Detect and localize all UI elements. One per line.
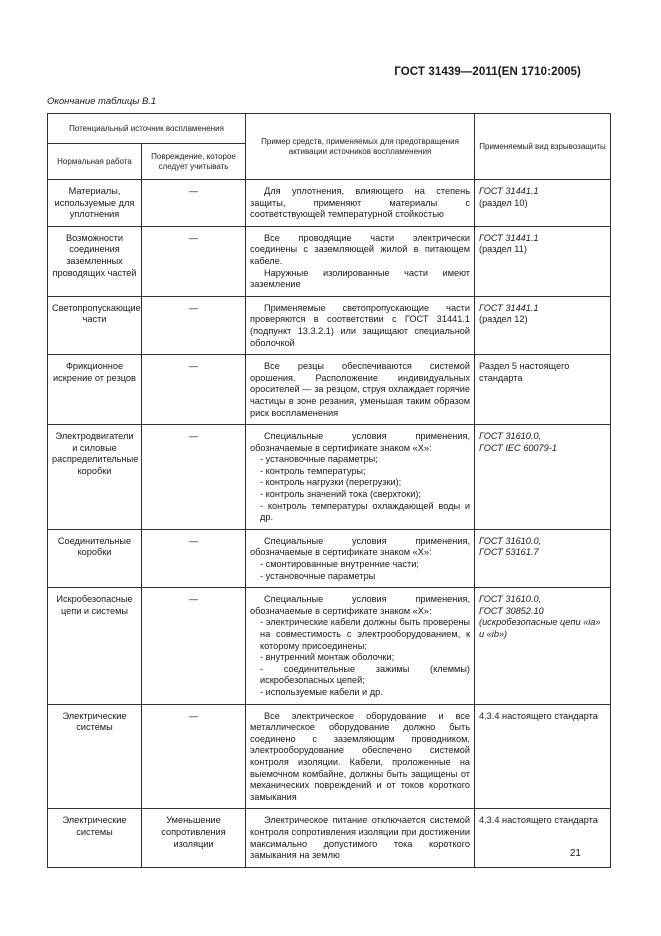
- cell-normal-operation: Электродвигатели и силовые распределительные коробки: [48, 425, 142, 530]
- cell-protection: [475, 180, 611, 227]
- cell-measures: [246, 704, 475, 809]
- measure-paragraph: Применяемые светопропускающие части проверяются в соответствии с ГОСТ 31441.1 (подпункт 13.3.2.1) или защищают специальной оболочкой: [250, 302, 471, 348]
- header-failure: Повреждение, которое следует учитывать: [142, 144, 246, 180]
- cell-measures: [246, 226, 475, 296]
- table-caption: Окончание таблицы В.1: [47, 96, 157, 107]
- cell-measures: [246, 588, 475, 704]
- protection-line: Раздел 5 настоящего стандарта: [479, 361, 570, 383]
- page-number: 21: [569, 848, 581, 859]
- protection-line: (раздел 11): [479, 244, 527, 255]
- cell-failure: —: [142, 226, 246, 296]
- cell-normal-operation: Электрические системы: [48, 704, 142, 809]
- protection-line: ГОСТ 31610.0,: [479, 594, 542, 605]
- measure-list-item: - электрические кабели должны быть проверены на совместимость с электрооборудованием, к которому присоединены;: [250, 617, 470, 652]
- cell-measures: [246, 809, 475, 867]
- measure-list-item: - контроль температуры;: [250, 466, 470, 478]
- cell-normal-operation: Светопропускающие части: [48, 296, 142, 354]
- measure-list-item: - внутренний монтаж оболочки;: [250, 652, 470, 664]
- cell-protection: [475, 704, 611, 809]
- cell-measures: [246, 425, 475, 530]
- cell-normal-operation: Фрикционное искрение от резцов: [48, 355, 142, 425]
- measure-paragraph: Специальные условия применения, обозначаемые в сертификате знаком «Х»:: [250, 431, 471, 453]
- cell-protection: [475, 296, 611, 354]
- cell-protection: [475, 355, 611, 425]
- protection-line: 4.3.4 настоящего стандарта: [479, 710, 598, 721]
- cell-protection: [475, 588, 611, 704]
- cell-failure: —: [142, 296, 246, 354]
- measure-paragraph: Для уплотнения, влияющего на степень защиты, применяют материалы с соответствующей температурной стойкостью: [250, 186, 471, 220]
- protection-line: ГОСТ 31441.1: [479, 302, 539, 313]
- protection-line: ГОСТ 31610.0,: [479, 431, 542, 442]
- header-measures: Пример средств, применяемых для предотвращения активации источников воспламенения: [246, 114, 475, 180]
- cell-protection: [475, 809, 611, 867]
- cell-failure: —: [142, 180, 246, 227]
- cell-normal-operation: Материалы, используемые для уплотнения: [48, 180, 142, 227]
- cell-measures: [246, 296, 475, 354]
- measure-paragraph: Специальные условия применения, обозначаемые в сертификате знаком «Х»:: [250, 535, 471, 558]
- protection-line: ГОСТ 31441.1: [479, 232, 539, 243]
- table-row: [48, 226, 611, 296]
- table-row: [48, 425, 611, 530]
- protection-line: (раздел 10): [479, 197, 528, 208]
- protection-line: ГОСТ 31441.1: [479, 186, 539, 196]
- cell-normal-operation: Искробезопасные цепи и системы: [48, 588, 142, 704]
- header-ignition-source: Потенциальный источник воспламенения: [48, 114, 246, 144]
- protection-line: ГОСТ 53161.7: [479, 547, 539, 558]
- table-row: [48, 529, 611, 587]
- measure-paragraph: Все проводящие части электрически соединены с заземляющей жилой в питающем кабеле.: [250, 232, 471, 266]
- cell-failure: —: [142, 704, 246, 809]
- cell-measures: [246, 180, 475, 227]
- cell-failure: —: [142, 588, 246, 704]
- header-protection-type: Применяемый вид взрывозащиты: [475, 114, 611, 180]
- table-row: [48, 296, 611, 354]
- measure-list-item: - контроль значений тока (сверхтоки);: [250, 489, 470, 501]
- ignition-sources-table: [47, 113, 611, 868]
- cell-failure: —: [142, 355, 246, 425]
- protection-line: ГОСТ IEC 60079-1: [479, 442, 557, 453]
- measure-list-item: - контроль температуры охлаждающей воды и др.: [250, 501, 470, 524]
- cell-normal-operation: Соединительные коробки: [48, 529, 142, 587]
- measure-paragraph: Электрическое питание отключается системой контроля сопротивления изоляции при достижении максимально допустимого тока короткого замыкания на землю: [250, 815, 471, 861]
- cell-failure: —: [142, 425, 246, 530]
- table-row: [48, 809, 611, 867]
- table-row: [48, 355, 611, 425]
- cell-failure: Уменьшение сопротивления изоляции: [142, 809, 246, 867]
- cell-protection: [475, 425, 611, 530]
- measure-paragraph: Наружные изолированные части имеют заземление: [250, 267, 471, 290]
- measure-list-item: - установочные параметры: [250, 571, 470, 583]
- measure-paragraph: Все электрическое оборудование и все металлическое оборудование должно быть соединено с заземляющим проводником, электрооборудование обеспечено системой контроля изоляции. Кабели, проложенные на выемочном комбайне, должны быть защищены от механических повреждений и от токов короткого замыкания: [250, 710, 471, 802]
- header-normal-operation: Нормальная работа: [48, 144, 142, 180]
- measure-list-item: - установочные параметры;: [250, 454, 470, 466]
- protection-line: 4.3.4 настоящего стандарта: [479, 815, 598, 826]
- measure-list-item: - смонтированные внутренние части;: [250, 559, 470, 571]
- measure-paragraph: Все резцы обеспечиваются системой орошения. Расположение индивидуальных оросителей — за резцом, струя охлаждает горячие частицы в зоне резания, уменьшая таким образом риск воспламенения: [250, 361, 471, 418]
- document-header: ГОСТ 31439—2011(EN 1710:2005): [394, 66, 581, 78]
- cell-measures: [246, 529, 475, 587]
- measure-list-item: - контроль нагрузки (перегрузки);: [250, 477, 470, 489]
- cell-protection: [475, 529, 611, 587]
- cell-failure: —: [142, 529, 246, 587]
- cell-protection: [475, 226, 611, 296]
- protection-line: ГОСТ 31610.0,: [479, 535, 542, 546]
- measure-list-item: - используемые кабели и др.: [250, 687, 470, 699]
- measure-list-item: - соединительные зажимы (клеммы) искробезопасных цепей;: [250, 664, 470, 687]
- table-row: [48, 588, 611, 704]
- cell-normal-operation: Возможности соединения заземленных проводящих частей: [48, 226, 142, 296]
- table-row: [48, 704, 611, 809]
- protection-line: ГОСТ 30852.10 (искробезопасные цепи «ia» и «ib»): [479, 605, 601, 639]
- measure-paragraph: Специальные условия применения, обозначаемые в сертификате знаком «Х»:: [250, 594, 471, 616]
- cell-normal-operation: Электрические системы: [48, 809, 142, 867]
- cell-measures: [246, 355, 475, 425]
- protection-line: (раздел 12): [479, 314, 528, 325]
- table-row: [48, 180, 611, 227]
